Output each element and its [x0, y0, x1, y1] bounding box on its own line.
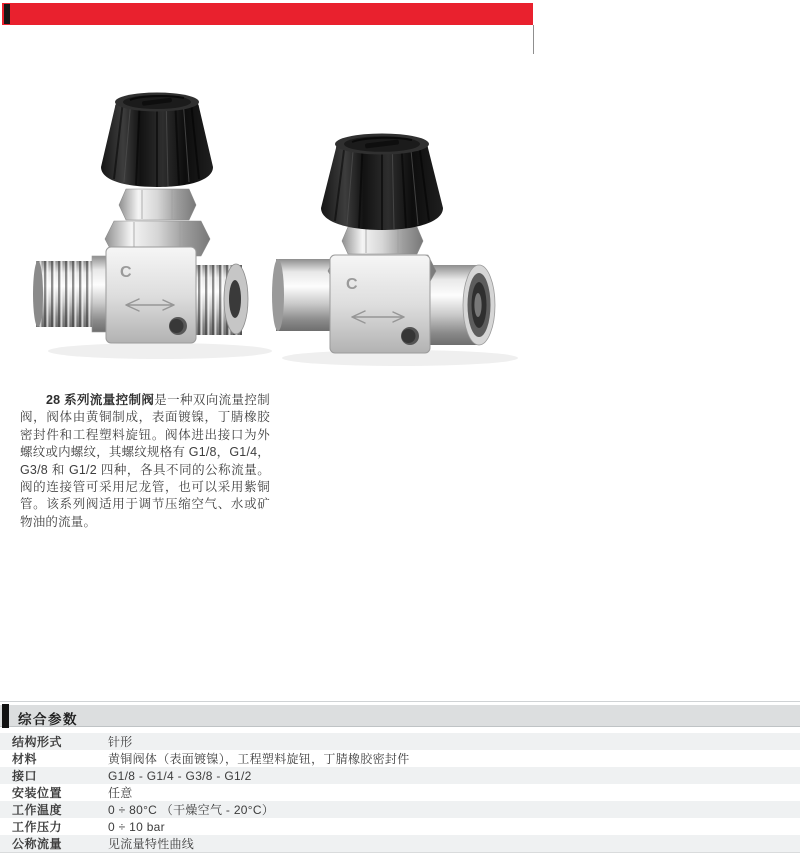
- param-label: 材料: [12, 752, 38, 766]
- table-row: [0, 733, 800, 750]
- param-value: 0 ÷ 80°C （干燥空气 - 20°C）: [108, 803, 275, 817]
- brand-c-icon: C: [120, 264, 132, 281]
- banner-divider-line: [533, 25, 534, 54]
- valve-left-knob: [101, 93, 213, 188]
- table-row: [0, 801, 800, 818]
- valve-right-body: [330, 255, 430, 353]
- valve-right-port-left: [272, 259, 338, 331]
- table-row: [0, 750, 800, 767]
- valve-left-hole-inner: [170, 319, 184, 333]
- table-row: [0, 784, 800, 801]
- valve-left-body: [106, 247, 196, 343]
- params-header: [0, 705, 800, 727]
- param-label: 安装位置: [12, 786, 63, 800]
- valve-right-knob: [321, 134, 443, 231]
- param-label: 结构形式: [12, 735, 63, 749]
- description-body: 是一种双向流量控制阀，阀体由黄铜制成，表面镀镍，丁腈橡胶密封件和工程塑料旋钮。阀体进出接口为外螺纹或内螺纹，其螺纹规格有 G1/8，G1/4，G3/8 和 G1/2 四种，各具不同的公称流量。阀的连接管可采用尼龙管，也可以采用紫铜管。该系列阀适用于调节压缩空气、水或矿物油的流量。: [20, 393, 270, 529]
- valve-left-hex-nuts: [105, 189, 210, 256]
- valve-left-port-left: [33, 256, 112, 332]
- banner-black-tab: [4, 4, 10, 24]
- product-photo: [30, 55, 530, 390]
- params-table: [0, 733, 800, 852]
- brand-c-icon: C: [346, 276, 358, 293]
- params-title: 综合参数: [18, 712, 78, 727]
- param-value: 黄铜阀体（表面镀镍），工程塑料旋钮，丁腈橡胶密封件: [108, 752, 410, 766]
- top-red-banner: [2, 3, 533, 25]
- valve-right-hole-inner: [402, 329, 416, 343]
- product-description: [20, 392, 270, 531]
- valve-left-shadow: [48, 343, 272, 359]
- page-bottom-rule: [0, 852, 800, 853]
- param-value: 见流量特性曲线: [108, 837, 195, 851]
- params-header-tab: [2, 704, 9, 728]
- table-row: [0, 835, 800, 852]
- valve-right-port-right: [422, 265, 495, 345]
- table-row: [0, 767, 800, 784]
- param-value: 任意: [108, 786, 133, 800]
- valve-left-port-right: [190, 264, 248, 335]
- params-top-rule: [0, 701, 800, 702]
- valve-right: [272, 134, 518, 367]
- param-label: 工作压力: [12, 820, 63, 834]
- param-label: 接口: [12, 769, 38, 783]
- param-value: 0 ÷ 10 bar: [108, 819, 165, 834]
- param-value: 针形: [108, 735, 133, 749]
- param-value: G1/8 - G1/4 - G3/8 - G1/2: [108, 768, 252, 783]
- param-label: 工作温度: [12, 803, 63, 817]
- table-row: [0, 818, 800, 835]
- valve-left: [33, 93, 272, 360]
- param-label: 公称流量: [12, 837, 63, 851]
- description-lead: 28 系列流量控制阀: [46, 393, 155, 407]
